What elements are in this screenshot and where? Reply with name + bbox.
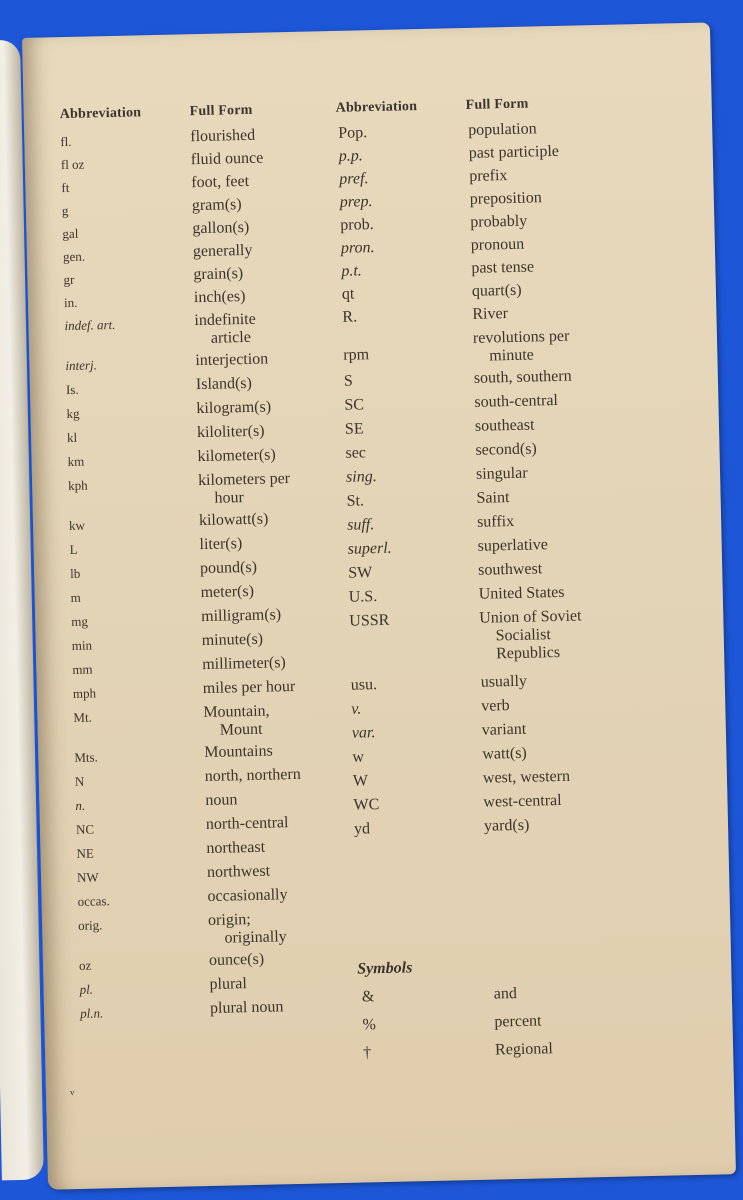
page-number: v	[69, 1087, 75, 1098]
abbreviation-cell: W	[352, 772, 369, 790]
abbreviation-cell: suff.	[346, 516, 375, 534]
abbreviation-cell: v.	[351, 700, 362, 718]
full-form-cell: yard(s)	[483, 816, 530, 835]
abbreviation-cell: fl.	[60, 133, 72, 150]
full-form-cell: Island(s)	[195, 374, 253, 394]
abbreviation-cell: Mts.	[74, 749, 98, 765]
full-form-cell: south-central	[474, 391, 559, 411]
abbreviation-cell: Mt.	[73, 709, 93, 726]
abbreviation-cell: min	[71, 637, 93, 654]
abbreviation-cell: L	[69, 541, 78, 558]
abbreviation-cell: kph	[67, 477, 88, 494]
full-form-cell: singular	[475, 464, 528, 483]
symbol-cell: %	[362, 1016, 376, 1034]
full-form-cell: watt(s)	[482, 744, 527, 763]
abbreviation-cell: Is.	[65, 381, 79, 398]
abbreviation-cell: SC	[344, 396, 365, 414]
full-form-cell: kilogram(s)	[196, 398, 272, 418]
full-form-cell: kiloliter(s)	[196, 422, 265, 442]
full-form-cell: quart(s)	[471, 281, 522, 300]
abbreviation-cell: rpm	[343, 346, 370, 364]
abbreviation-cell: St.	[346, 492, 365, 510]
full-form-cell: indefinite	[194, 310, 256, 330]
full-form-cell: pound(s)	[199, 558, 258, 578]
full-form-cell: Union of Soviet	[479, 607, 582, 627]
full-form-cell: millimeter(s)	[202, 654, 286, 674]
abbreviation-cell: sing.	[345, 468, 377, 486]
abbreviation-cell: pl.	[79, 981, 94, 997]
full-form-continuation: article	[210, 328, 252, 347]
abbreviation-cell: WC	[353, 796, 380, 814]
abbreviation-cell: kg	[66, 405, 80, 422]
symbol-meaning-cell: and	[493, 985, 518, 1003]
full-form-cell: foot, feet	[191, 172, 250, 192]
full-form-cell: noun	[205, 791, 238, 810]
abbreviation-cell: interj.	[65, 357, 98, 374]
full-form-cell: grain(s)	[193, 265, 244, 284]
header-abbreviation-left: Abbreviation	[59, 105, 142, 123]
full-form-cell: probably	[470, 212, 528, 231]
full-form-cell: River	[472, 305, 509, 323]
abbreviation-cell: yd	[353, 820, 371, 838]
full-form-cell: suffix	[476, 512, 515, 531]
full-form-cell: Saint	[476, 489, 510, 507]
abbreviation-cell: w	[352, 748, 365, 766]
abbreviation-cell: occas.	[77, 893, 110, 909]
abbreviation-cell: superl.	[347, 539, 392, 558]
full-form-cell: past tense	[471, 258, 535, 277]
full-form-cell: superlative	[477, 536, 549, 555]
full-form-cell: interjection	[195, 350, 269, 370]
abbreviation-cell: gr	[63, 271, 75, 288]
header-full-form-right: Full Form	[465, 96, 529, 113]
abbreviation-table	[59, 94, 660, 1062]
full-form-continuation: originally	[224, 928, 287, 947]
full-form-cell: south, southern	[473, 367, 572, 387]
abbreviation-cell: pref.	[339, 170, 369, 188]
abbreviation-cell: n.	[75, 797, 86, 813]
abbreviation-cell: p.t.	[341, 262, 363, 280]
abbreviation-cell: sec	[345, 444, 367, 462]
abbreviation-cell: USSR	[349, 611, 390, 630]
full-form-cell: United States	[478, 583, 565, 603]
full-form-cell: kilowatt(s)	[198, 510, 269, 530]
full-form-cell: southeast	[474, 416, 535, 435]
abbreviation-cell: lb	[69, 565, 81, 582]
abbreviation-cell: qt	[341, 285, 355, 303]
abbreviation-cell: mg	[71, 613, 89, 630]
abbreviation-cell: prob.	[340, 216, 374, 234]
symbol-meaning-cell: Regional	[494, 1040, 554, 1059]
abbreviation-cell: orig.	[77, 917, 103, 933]
full-form-cell: pronoun	[470, 235, 525, 254]
abbreviation-cell: fl oz	[60, 156, 85, 173]
abbreviation-cell: S	[343, 372, 353, 390]
header-full-form-left: Full Form	[189, 102, 253, 120]
full-form-cell: past participle	[468, 142, 560, 162]
full-form-cell: prefix	[469, 167, 508, 185]
full-form-cell: occasionally	[207, 886, 288, 906]
abbreviation-cell: usu.	[350, 676, 378, 694]
full-form-cell: meter(s)	[200, 582, 255, 602]
full-form-cell: plural noun	[209, 998, 284, 1017]
abbreviation-cell: prep.	[339, 193, 373, 211]
full-form-cell: gallon(s)	[192, 218, 250, 238]
abbreviation-cell: mph	[72, 685, 97, 702]
full-form-cell: minute(s)	[201, 630, 264, 650]
full-form-cell: kilometers per	[197, 470, 291, 490]
abbreviation-cell: kw	[68, 517, 86, 534]
abbreviation-cell: km	[67, 453, 85, 470]
abbreviation-cell: NE	[76, 845, 95, 861]
symbol-meaning-cell: percent	[494, 1012, 542, 1031]
full-form-continuation: Republics	[495, 643, 561, 663]
header-abbreviation-right: Abbreviation	[335, 99, 418, 116]
abbreviation-cell: NW	[76, 869, 99, 885]
full-form-cell: miles per hour	[202, 677, 296, 698]
abbreviation-cell: g	[61, 202, 69, 219]
full-form-cell: verb	[481, 697, 510, 715]
abbreviation-cell: pl.n.	[79, 1005, 104, 1021]
full-form-cell: flourished	[190, 126, 256, 146]
full-form-cell: preposition	[469, 189, 542, 208]
full-form-cell: second(s)	[475, 440, 537, 459]
abbreviation-cell: U.S.	[348, 588, 378, 606]
full-form-cell: revolutions per	[472, 327, 570, 347]
abbreviation-cell: mm	[72, 661, 93, 678]
full-form-continuation: Socialist	[495, 626, 551, 645]
full-form-cell: inch(es)	[193, 287, 246, 307]
abbreviation-cell: pron.	[340, 239, 375, 257]
symbol-cell: &	[361, 988, 375, 1006]
abbreviation-cell: NC	[75, 821, 95, 837]
full-form-cell: generally	[192, 241, 253, 261]
full-form-continuation: minute	[489, 346, 534, 365]
full-form-cell: Mountain,	[203, 702, 270, 722]
full-form-cell: northeast	[206, 838, 266, 858]
full-form-cell: north, northern	[204, 765, 301, 786]
abbreviation-cell: kl	[66, 429, 78, 446]
full-form-continuation: Mount	[219, 720, 263, 739]
abbreviation-cell: gen.	[62, 248, 86, 265]
abbreviation-cell: m	[70, 589, 81, 606]
abbreviation-cell: N	[74, 773, 85, 789]
full-form-cell: north-central	[205, 814, 289, 834]
full-form-cell: kilometer(s)	[197, 446, 276, 466]
full-form-cell: west-central	[483, 791, 562, 811]
abbreviation-cell: gal	[62, 225, 79, 242]
full-form-cell: origin;	[207, 911, 251, 930]
abbreviation-cell: R.	[342, 308, 358, 326]
symbols-title: Symbols	[357, 959, 413, 978]
full-form-cell: southwest	[478, 560, 543, 579]
full-form-cell: population	[468, 120, 537, 139]
symbol-cell: †	[362, 1044, 372, 1062]
full-form-cell: usually	[480, 672, 528, 691]
full-form-cell: plural	[209, 975, 248, 993]
full-form-cell: fluid ounce	[190, 149, 264, 169]
abbreviation-cell: p.p.	[338, 147, 363, 165]
full-form-cell: gram(s)	[191, 196, 242, 215]
abbreviation-cell: oz	[78, 957, 92, 973]
book-page	[22, 22, 736, 1189]
full-form-cell: northwest	[206, 862, 271, 882]
full-form-cell: west, western	[482, 767, 571, 787]
full-form-cell: variant	[481, 720, 527, 739]
abbreviation-cell: var.	[351, 724, 376, 742]
full-form-cell: ounce(s)	[208, 950, 265, 969]
full-form-cell: liter(s)	[199, 535, 243, 554]
full-form-continuation: hour	[214, 489, 245, 507]
full-form-cell: milligram(s)	[200, 606, 282, 626]
abbreviation-cell: SE	[344, 420, 364, 438]
abbreviation-cell: ft	[61, 179, 70, 196]
full-form-cell: Mountains	[204, 742, 273, 762]
abbreviation-cell: Pop.	[338, 124, 368, 142]
abbreviation-cell: SW	[348, 564, 373, 582]
abbreviation-cell: indef. art.	[64, 316, 116, 334]
abbreviation-cell: in.	[63, 294, 78, 311]
